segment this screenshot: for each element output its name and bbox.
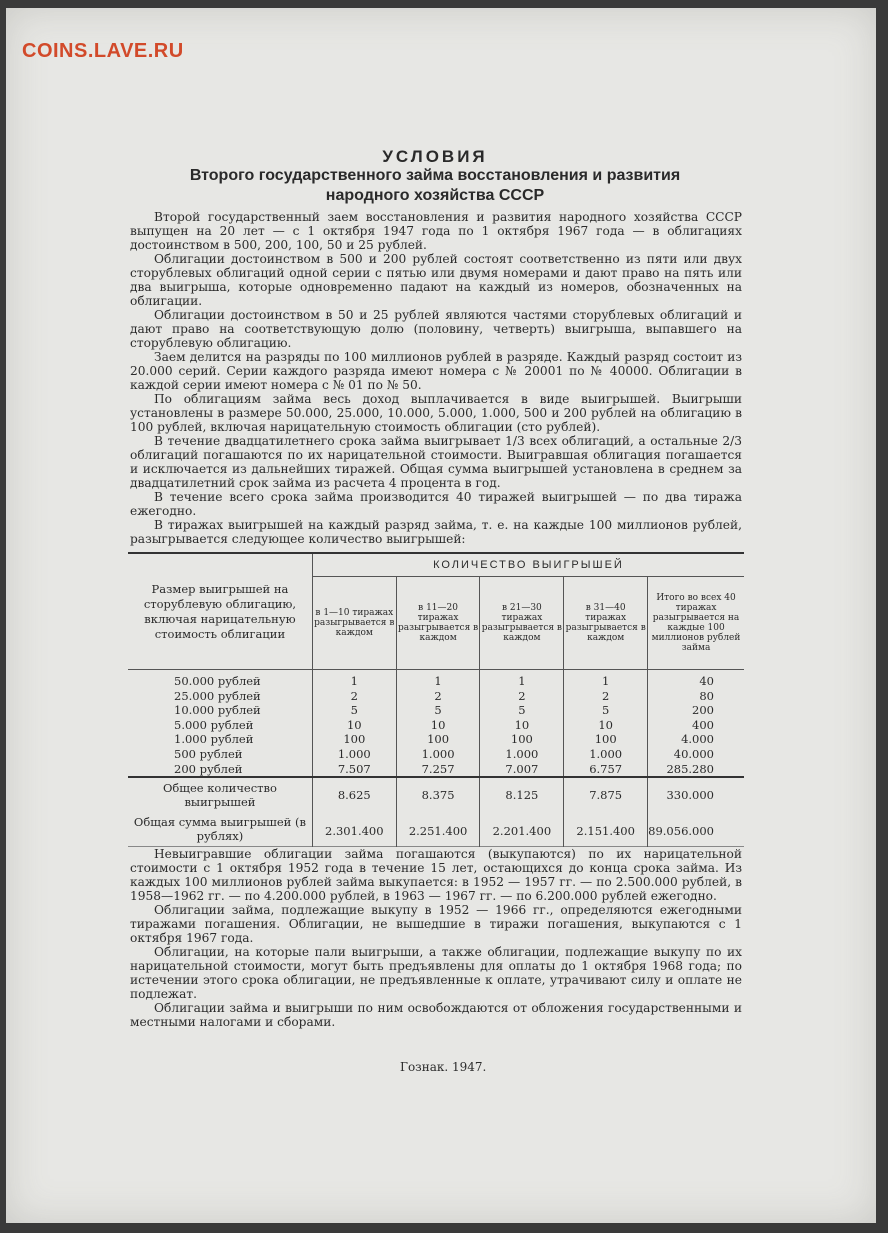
paragraph: В течение всего срока займа производится 40 тиражей выигрышей — по два тиража ежегодно. — [130, 490, 742, 518]
row-label: 1.000 рублей — [174, 732, 254, 747]
row-label: 50.000 рублей — [174, 674, 261, 688]
group-title: КОЛИЧЕСТВО ВЫИГРЫШЕЙ — [312, 553, 744, 577]
cell: 7.257 — [421, 761, 455, 776]
column-values — [564, 670, 648, 778]
paragraph: В течение двадцатилетнего срока займа выигрывает 1/3 всех облигаций, а остальные 2/3 облигаций погашаются по их нарицательной стоимости. Выигравшая облигация погашается и исключается из дальнейших тиражей. Общая сумма выигрышей установлена в среднем за двадцатилетний срок займа из расчета 4 процента в год. — [130, 434, 742, 490]
cell: 100 — [510, 732, 533, 747]
cell: 5 — [350, 703, 358, 718]
paragraph: Второй государственный заем восстановления и развития народного хозяйства СССР выпущен на 20 лет — с 1 октября 1947 года по 1 октября 1967 года — в облигациях достоинством в 500, 200, 100, 50 и 25 рублей. — [130, 210, 742, 252]
column-header: в 1—10 тиражах разыгрывается в каждом — [312, 577, 396, 670]
cell: 10 — [346, 717, 362, 732]
paragraph: Облигации займа и выигрыши по ним освобождаются от обложения государственными и местными налогами и сборами. — [130, 1001, 742, 1029]
cell: 2 — [602, 688, 610, 703]
total-count-row — [128, 777, 744, 812]
table-row — [128, 670, 744, 778]
prize-labels — [128, 670, 312, 778]
column-values — [648, 670, 744, 778]
cell: 100 — [594, 732, 617, 747]
cell: 10 — [598, 717, 613, 732]
redemption-text — [130, 847, 742, 1029]
paragraph: Облигации займа, подлежащие выкупу в 1952 — 1966 гг., определяются ежегодными тиражами погашения. Облигации, не вышедшие в тиражи погашения, выкупаются с 1 октября 1967 года. — [130, 903, 742, 945]
cell: 285.280 — [666, 761, 714, 776]
total-sum-row — [128, 812, 744, 847]
document-title: УСЛОВИЯ — [382, 147, 488, 166]
cell: 1 — [602, 674, 610, 688]
cell: 8.125 — [480, 777, 564, 812]
cell: 330.000 — [648, 777, 744, 812]
subtitle-line-2: народного хозяйства СССР — [325, 187, 545, 204]
row-header: Размер выигрышей на сторублевую облигацию, включая нарицательную стоимость облигации — [143, 581, 297, 641]
cell: 5 — [602, 703, 610, 718]
column-header: Итого во всех 40 тиражах разыгрывается на каждые 100 миллионов рублей займа — [648, 577, 744, 670]
cell: 7.007 — [505, 761, 539, 776]
cell: 400 — [692, 717, 714, 732]
column-header: в 31—40 тиражах разыгрывается в каждом — [564, 577, 648, 670]
cell: 40.000 — [673, 746, 714, 761]
printer-imprint: Гознак. 1947. — [400, 1060, 487, 1074]
watermark: COINS.LAVE.RU — [22, 40, 184, 62]
cell: 2 — [350, 688, 358, 703]
cell: 1.000 — [421, 746, 455, 761]
paragraph: По облигациям займа весь доход выплачивается в виде выигрышей. Выигрыши установлены в размере 50.000, 25.000, 10.000, 5.000, 1.000, 500 и 200 рублей на облигацию в 100 рублей, включая нарицательную стоимость облигации (сто рублей). — [130, 392, 742, 434]
row-label: 500 рублей — [174, 746, 243, 761]
row-label: 10.000 рублей — [174, 703, 261, 718]
paragraph: Облигации достоинством в 50 и 25 рублей являются частями сторублевых облигаций и дают право на соответствующую долю (половину, четверть) выигрыша, выпавшего на сторублевую облигацию. — [130, 308, 742, 350]
paragraph: Облигации, на которые пали выигрыши, а также облигации, подлежащие выкупу по их нарицательной стоимости, могут быть предъявлены для оплаты до 1 октября 1968 года; по истечении этого срока облигации, не предъявленные к оплате, утрачивают силу и оплате не подлежат. — [130, 945, 742, 1001]
cell: 10 — [514, 717, 530, 732]
cell: 7.875 — [564, 777, 648, 812]
cell: 4.000 — [681, 732, 714, 747]
cell: 5 — [518, 703, 526, 718]
cell: 1 — [518, 674, 526, 688]
column-header: в 11—20 тиражах разыгрывается в каждом — [396, 577, 480, 670]
document-subtitle — [110, 166, 760, 206]
cell: 8.625 — [312, 777, 396, 812]
prize-table — [128, 552, 744, 847]
row-label: Общее количество выигрышей — [128, 777, 312, 812]
row-label: 200 рублей — [174, 761, 243, 776]
cell: 200 — [692, 703, 714, 718]
cell: 2 — [434, 688, 442, 703]
cell: 2.151.400 — [564, 812, 648, 847]
column-values — [480, 670, 564, 778]
column-values — [396, 670, 480, 778]
paragraph: Облигации достоинством в 500 и 200 рублей состоят соответственно из пяти или двух сторублевых облигаций одной серии с пятью или двумя номерами и дают право на пять или два выигрыша, которые одновременно падают на каждый из номеров, обозначенных на облигации. — [130, 252, 742, 308]
cell: 89.056.000 — [648, 812, 744, 847]
row-label: 5.000 рублей — [174, 717, 254, 732]
cell: 2.301.400 — [312, 812, 396, 847]
cell: 2.251.400 — [396, 812, 480, 847]
cell: 6.757 — [589, 761, 623, 776]
conditions-text — [130, 210, 742, 518]
cell: 40 — [699, 674, 714, 688]
cell: 100 — [343, 732, 366, 747]
cell: 7.507 — [337, 761, 371, 776]
column-values — [312, 670, 396, 778]
paragraph: Невыигравшие облигации займа погашаются (выкупаются) по их нарицательной стоимости с 1 октября 1952 года в течение 15 лет, остающихся до конца срока займа. Из каждых 100 миллионов рублей займа выкупается: в 1952 — 1957 гг. — по 2.500.000 рублей, в 1958—1962 гг. — по 4.200.000 рублей, в 1963 — 1967 гг. — по 6.200.000 рублей ежегодно. — [130, 847, 742, 903]
subtitle-line-1: Второго государственного займа восстановления и развития — [189, 167, 681, 184]
cell: 1 — [434, 674, 442, 688]
paragraph: Заем делится на разряды по 100 миллионов рублей в разряде. Каждый разряд состоит из 20.000 серий. Серии каждого разряда имеют номера с № 20001 по № 40000. Облигации в каждой серии имеют номера с № 01 по № 50. — [130, 350, 742, 392]
cell: 1.000 — [505, 746, 539, 761]
cell: 80 — [699, 688, 714, 703]
cell: 1.000 — [589, 746, 623, 761]
column-header: в 21—30 тиражах разыгрывается в каждом — [480, 577, 564, 670]
row-label: 25.000 рублей — [174, 688, 261, 703]
cell: 10 — [430, 717, 446, 732]
cell: 1.000 — [337, 746, 371, 761]
cell: 8.375 — [396, 777, 480, 812]
cell: 1 — [350, 674, 358, 688]
cell: 2 — [518, 688, 526, 703]
table-intro: В тиражах выигрышей на каждый разряд займа, т. е. на каждые 100 миллионов рублей, разыгрывается следующее количество выигрышей: — [130, 518, 742, 546]
cell: 100 — [427, 732, 450, 747]
cell: 2.201.400 — [480, 812, 564, 847]
row-label: Общая сумма выигрышей (в рублях) — [133, 815, 306, 844]
cell: 5 — [434, 703, 442, 718]
